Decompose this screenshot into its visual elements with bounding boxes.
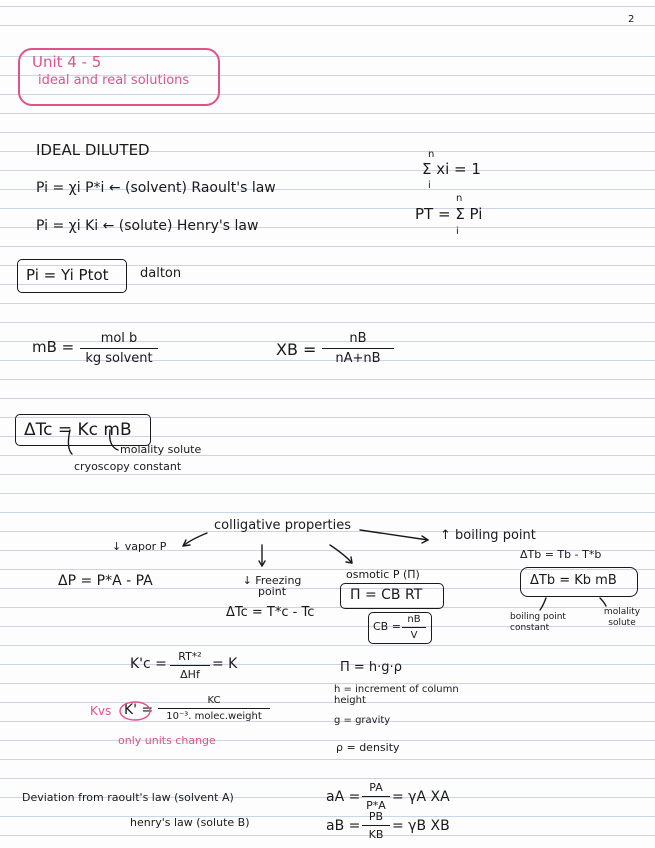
ab-numerator: PB (368, 810, 384, 823)
kc-numerator: RT*² (178, 650, 202, 663)
h-definition: h = increment of column height (334, 684, 459, 706)
arrow-to-boiling (360, 530, 428, 540)
unit-title: Unit 4 - 5 (32, 53, 102, 71)
arrow-to-osmotic (330, 545, 352, 563)
pt-upper: n (456, 193, 463, 204)
delta-p: ΔP = P*A - PA (58, 573, 153, 589)
colligative-title: colligative properties (214, 518, 352, 533)
cb-lhs: CB = (373, 620, 401, 633)
freezing-point: ↓ Freezing point (242, 574, 302, 598)
cryo-equation: ΔTc = Kc mB (24, 420, 132, 440)
deviation-henry: henry's law (solute B) (130, 816, 250, 829)
delta-tb: ΔTb = Tb - T*b (520, 548, 602, 561)
deviation-raoult: Deviation from raoult's law (solvent A) (22, 791, 234, 804)
kprime-numerator: KC (207, 695, 221, 706)
aa-numerator: PA (369, 781, 383, 794)
ab-rhs: = γB XB (392, 818, 450, 834)
dalton-equation: Pi = Yi Ptot (26, 266, 109, 284)
sum-x-lower: i (428, 180, 431, 191)
molality-denominator: kg solvent (85, 351, 153, 366)
arrow-cryo-constant (68, 430, 72, 454)
pt-lower: i (456, 226, 459, 237)
cryo-molality-note: molality solute (120, 443, 202, 456)
kprime-lhs: K' = (124, 702, 154, 718)
osmotic-pressure: osmotic P (Π) (346, 568, 420, 581)
aa-denominator: P*A (366, 799, 386, 812)
osmotic-equation: Π = CB RT (350, 587, 423, 603)
cb-denominator: V (410, 630, 418, 641)
delta-tc: ΔTc = T*c - Tc (226, 605, 315, 620)
ab-denominator: KB (368, 828, 384, 841)
cryo-constant-note: cryoscopy constant (74, 460, 182, 473)
molfraction-denominator: nA+nB (335, 351, 381, 366)
molality-solute: molality solute (603, 607, 641, 628)
henry-law: Pi = χi Ki ← (solute) Henry's law (36, 218, 259, 234)
boiling-constant: boiling point constant (510, 612, 566, 633)
dalton-label: dalton (140, 266, 182, 281)
units-note: only units change (118, 734, 216, 747)
molfraction-lhs: XB = (276, 340, 317, 359)
boiling-point: ↑ boiling point (440, 528, 536, 543)
aa-rhs: = γA XA (392, 789, 450, 805)
ideal-title: IDEAL DILUTED (36, 141, 150, 159)
sum-x-upper: n (428, 149, 435, 160)
page-number: 2 (628, 14, 635, 25)
arrow-boiling-constant (540, 598, 546, 610)
tb-equation: ΔTb = Kb mB (530, 573, 617, 588)
molfraction-numerator: nB (349, 331, 367, 346)
g-definition: g = gravity (334, 715, 391, 726)
vapor-pressure: ↓ vapor P (112, 540, 167, 553)
arrow-cryo-molality (110, 430, 118, 450)
cb-numerator: nB (407, 614, 421, 625)
kc-rhs: = K (212, 656, 238, 672)
arrow-molality-solute (600, 598, 606, 606)
pink-circle-kprime (120, 702, 150, 720)
rho-definition: ρ = density (336, 741, 400, 754)
pt-equation: PT = Σ Pi (415, 205, 483, 223)
unit-subtitle: ideal and real solutions (38, 73, 190, 88)
sum-x: Σ xi = 1 (422, 160, 481, 178)
arrow-to-vapor (183, 533, 207, 546)
pi-hgp: Π = h·g·ρ (340, 660, 402, 675)
molality-numerator: mol b (100, 331, 138, 346)
k-vs-k-label: Kvs (90, 704, 112, 718)
kc-lhs: K'c = (130, 656, 167, 672)
molality-lhs: mB = (32, 338, 75, 356)
kc-denominator: ΔHf (180, 668, 200, 681)
raoult-law: Pi = χi P*i ← (solvent) Raoult's law (36, 180, 276, 196)
aa-lhs: aA = (326, 789, 361, 805)
ab-lhs: aB = (326, 818, 361, 834)
kprime-denominator: 10⁻³. molec.weight (166, 711, 262, 722)
